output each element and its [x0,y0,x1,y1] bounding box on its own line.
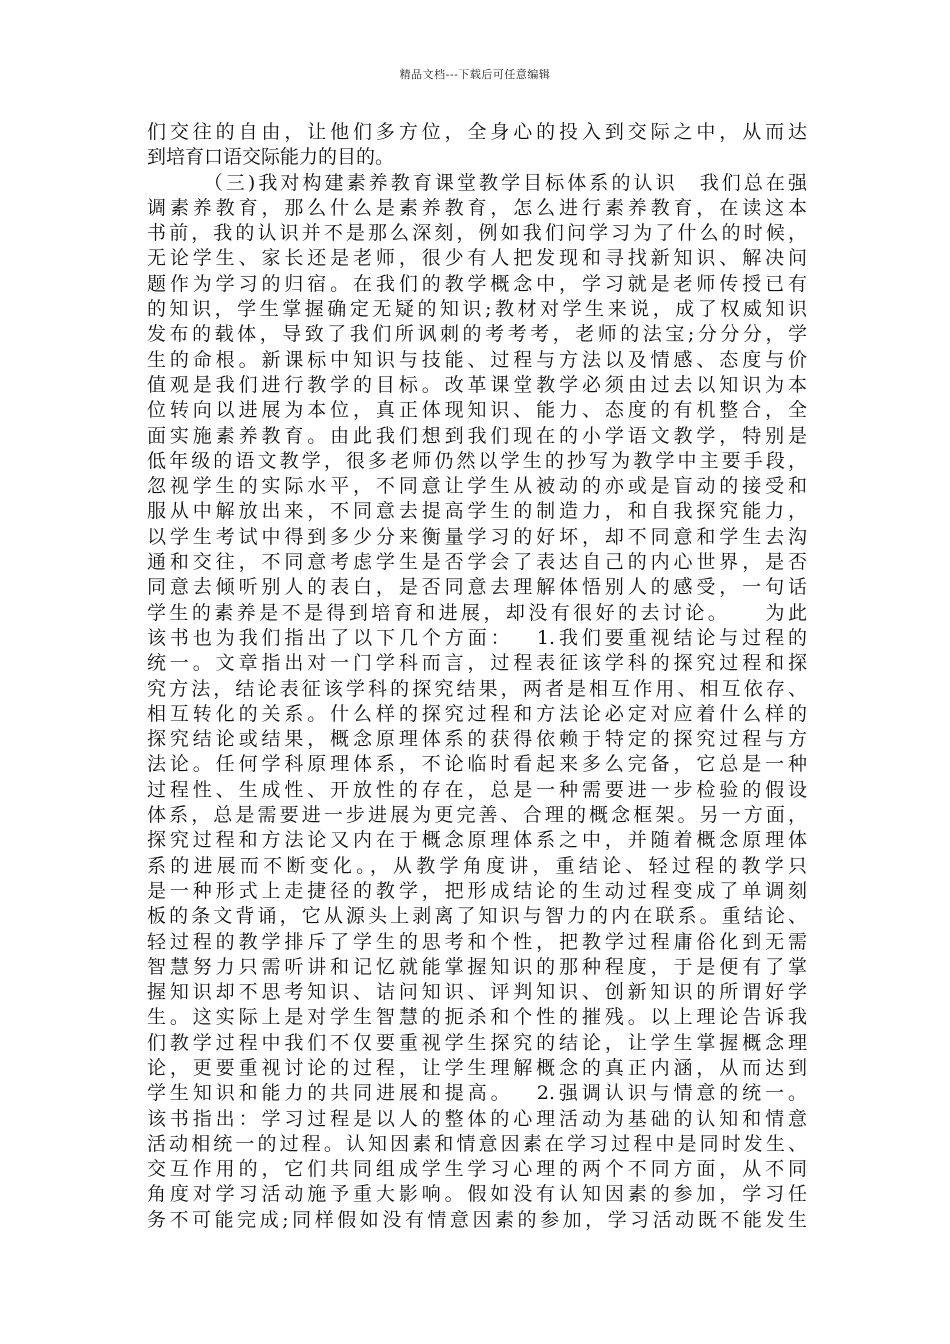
text-line: 探究过程和方法论又内在于概念原理体系之中，并随着概念原理体 [147,829,807,852]
text-line: 值观是我们进行教学的目标。改革课堂教学必须由过去以知识为本 [147,373,807,396]
text-line: 到培育口语交际能力的目的。 [147,146,395,169]
text-line: 们教学过程中我们不仅要重视学生探究的结论，让学生掌握概念理 [147,1031,807,1054]
text-line: 统一。文章指出对一门学科而言，过程表征该学科的探究过程和探 [147,652,807,675]
text-line: 务不可能完成;同样假如没有情意因素的参加，学习活动既不能发生 [147,1208,807,1231]
text-line: 该书也为我们指出了以下几个方面： 1.我们要重视结论与过程的 [147,626,807,649]
text-line: 论，更要重视讨论的过程，让学生理解概念的真正内涵，从而达到 [147,1056,807,1079]
text-line: 生。这实际上是对学生智慧的扼杀和个性的摧残。以上理论告诉我 [147,1006,807,1029]
text-line: 学生的素养是不是得到培育和进展，却没有很好的去讨论。 为此 [147,601,807,624]
text-line: 生的命根。新课标中知识与技能、过程与方法以及情感、态度与价 [147,348,807,371]
text-line: （三)我对构建素养教育课堂教学目标体系的认识 我们总在强 [147,171,807,194]
text-line: 书前，我的认识并不是那么深刻，例如我们问学习为了什么的时候， [147,222,807,245]
text-line: 忽视学生的实际水平，不同意让学生从被动的亦或是盲动的接受和 [147,475,807,498]
text-line: 服从中解放出来，不同意去提高学生的制造力，和自我探究能力， [147,500,807,523]
text-line: 发布的载体，导致了我们所讽刺的考考考，老师的法宝;分分分，学 [147,323,807,346]
text-line: 相互转化的关系。什么样的探究过程和方法论必定对应着什么样的 [147,702,807,725]
text-line: 面实施素养教育。由此我们想到我们现在的小学语文教学，特别是 [147,424,807,447]
text-line: 该书指出：学习过程是以人的整体的心理活动为基础的认知和情意 [147,1107,807,1130]
text-line: 学生知识和能力的共同进展和提高。 2.强调认识与情意的统一。 [147,1082,807,1105]
text-line: 握知识却不思考知识、诘问知识、评判知识、创新知识的所谓好学 [147,981,807,1004]
text-line: 过程性、生成性、开放性的存在，总是一种需要进一步检验的假设 [147,778,807,801]
text-line: 究方法，结论表征该学科的探究结果，两者是相互作用、相互依存、 [147,677,807,700]
text-line: 系的进展而不断变化。，从教学角度讲，重结论、轻过程的教学只 [147,854,807,877]
text-line: 探究结论或结果，概念原理体系的获得依赖于特定的探究过程与方 [147,728,807,751]
text-line: 无论学生、家长还是老师，很少有人把发现和寻找新知识、解决问 [147,247,807,270]
text-line: 位转向以进展为本位，真正体现知识、能力、态度的有机整合，全 [147,399,807,422]
text-line: 是一种形式上走捷径的教学，把形成结论的生动过程变成了单调刻 [147,879,807,902]
text-line: 调素养教育，那么什么是素养教育，怎么进行素养教育，在读这本 [147,196,807,219]
text-line: 智慧努力只需听讲和记忆就能掌握知识的那种程度，于是便有了掌 [147,955,807,978]
text-line: 低年级的语文教学，很多老师仍然以学生的抄写为教学中主要手段， [147,449,807,472]
text-line: 题作为学习的归宿。在我们的教学概念中，学习就是老师传授已有 [147,272,807,295]
text-line: 体系，总是需要进一步进展为更完善、合理的概念框架。另一方面， [147,804,807,827]
text-line: 以学生考试中得到多少分来衡量学习的好坏，却不同意和学生去沟 [147,525,807,548]
text-line: 同意去倾听别人的表白，是否同意去理解体悟别人的感受，一句话 [147,576,807,599]
text-line: 们交往的自由，让他们多方位，全身心的投入到交际之中，从而达 [147,121,807,143]
text-line: 板的条文背诵，它从源头上剥离了知识与智力的内在联系。重结论、 [147,905,807,928]
page-header: 精品文档---下载后可任意编辑 [399,68,551,81]
text-line: 轻过程的教学排斥了学生的思考和个性，把教学过程庸俗化到无需 [147,930,807,953]
text-line: 活动相统一的过程。认知因素和情意因素在学习过程中是同时发生、 [147,1132,807,1155]
text-line: 法论。任何学科原理体系，不论临时看起来多么完备，它总是一种 [147,753,807,776]
text-line: 角度对学习活动施予重大影响。假如没有认知因素的参加，学习任 [147,1183,807,1206]
text-line: 通和交往，不同意考虑学生是否学会了表达自己的内心世界，是否 [147,551,807,574]
text-line: 交互作用的，它们共同组成学生学习心理的两个不同方面，从不同 [147,1158,807,1181]
document-body [147,120,807,1233]
text-line: 的知识，学生掌握确定无疑的知识;教材对学生来说，成了权威知识 [147,298,807,321]
